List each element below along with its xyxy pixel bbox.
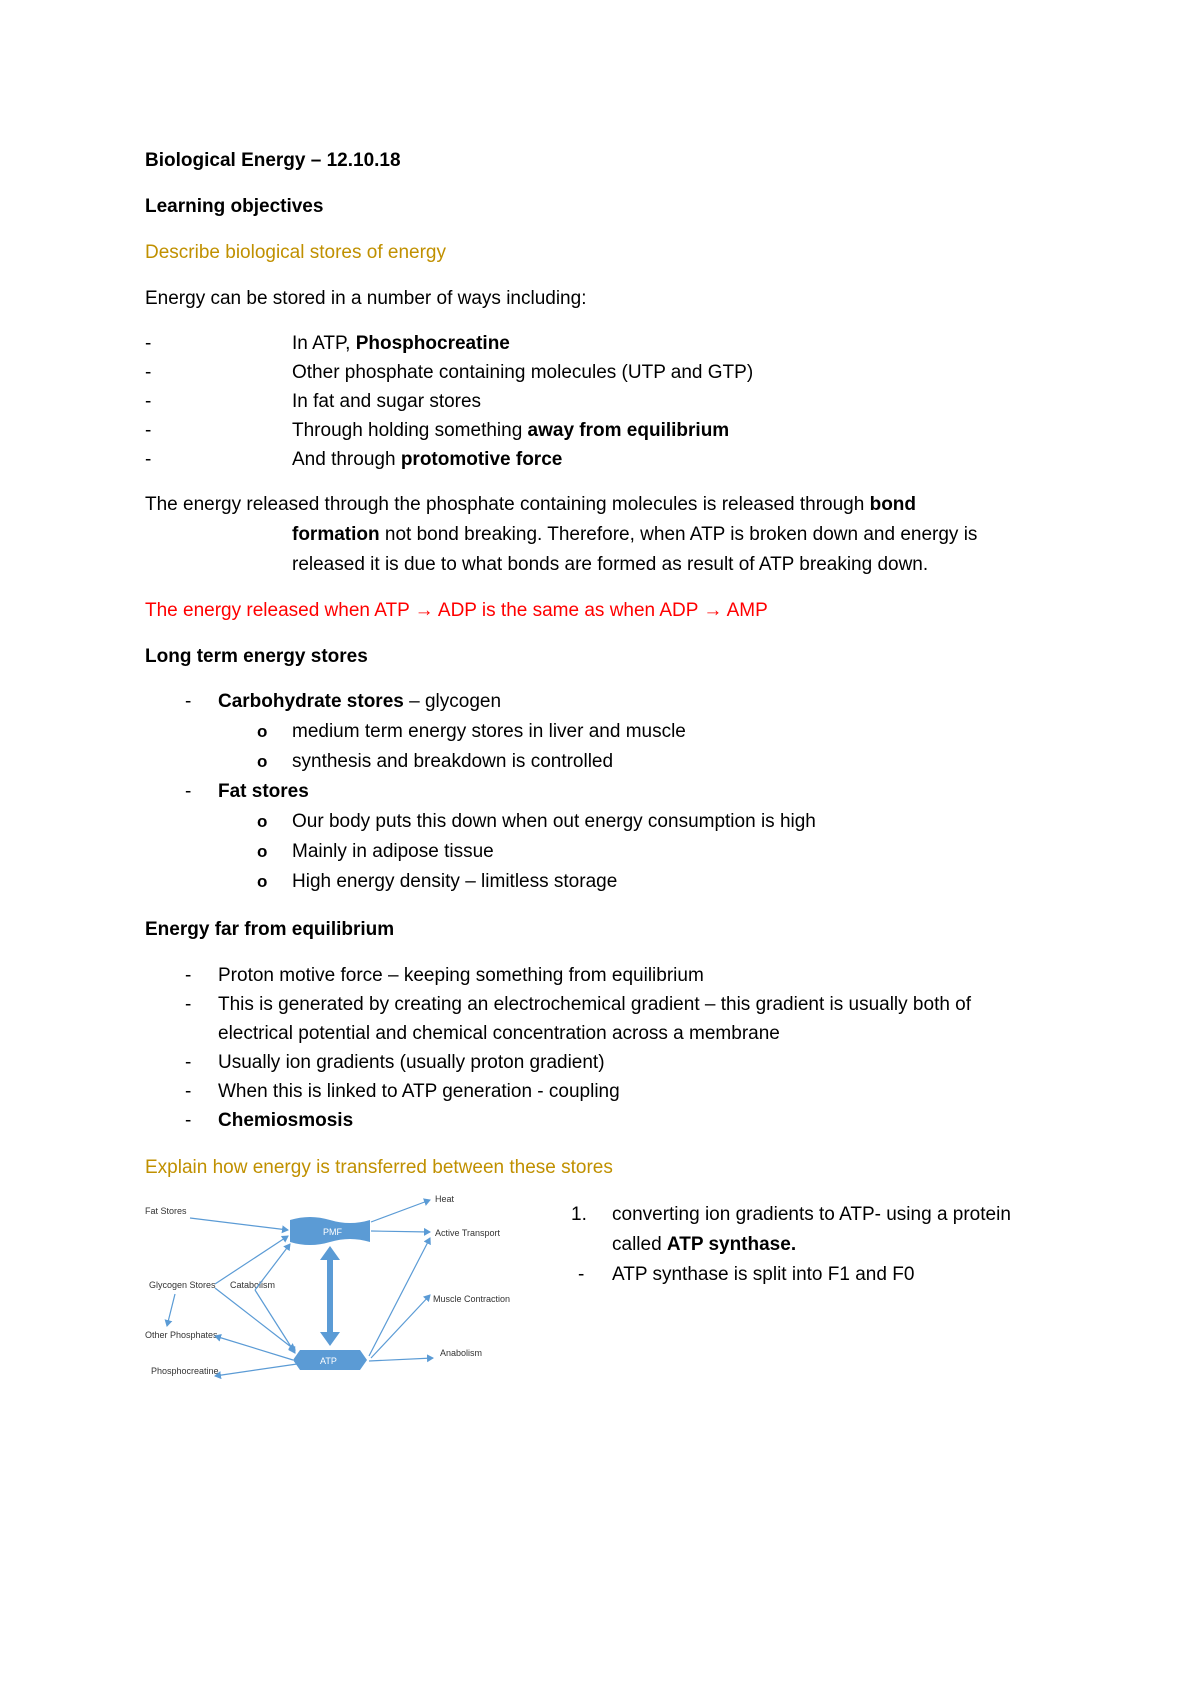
long-term-heading: Long term energy stores xyxy=(145,646,368,667)
muscle-contraction-label: Muscle Contraction xyxy=(433,1294,511,1304)
store-item xyxy=(292,420,729,442)
learning-objectives-heading: Learning objectives xyxy=(145,196,324,217)
arrow xyxy=(215,1236,288,1284)
eq-item: Chemiosmosis xyxy=(218,1110,354,1131)
arrow xyxy=(167,1294,175,1326)
dash: - xyxy=(145,420,152,441)
dash: - xyxy=(185,1081,192,1102)
bullet: o xyxy=(257,722,268,741)
bond-line-3: released it is due to what bonds are formed as result of ATP breaking down. xyxy=(292,554,929,575)
energy-transfer-diagram xyxy=(145,1190,530,1390)
eq-item: Usually ion gradients (usually proton gradient) xyxy=(218,1052,605,1073)
list-number: 1. xyxy=(571,1204,587,1225)
dash: - xyxy=(185,781,192,802)
arrow xyxy=(371,1295,430,1358)
dash: - xyxy=(145,449,152,470)
store-text: Other phosphate containing molecules (UTP and GTP) xyxy=(292,362,754,383)
store-text: In ATP, xyxy=(292,333,356,354)
dash: - xyxy=(185,1110,192,1131)
carb-item: Carbohydrate stores – glycogen xyxy=(218,691,502,712)
objective-2: Explain how energy is transferred between these stores xyxy=(145,1157,613,1178)
bullet: o xyxy=(257,812,268,831)
numbered-line-2: called ATP synthase. xyxy=(612,1234,797,1255)
carb-sub: synthesis and breakdown is controlled xyxy=(292,751,614,772)
bond-line-2: formation not bond breaking. Therefore, when ATP is broken down and energy is xyxy=(292,524,978,545)
fat-sub: Our body puts this down when out energy consumption is high xyxy=(292,811,816,832)
arrow-head-up xyxy=(320,1246,340,1260)
anabolism-label: Anabolism xyxy=(440,1348,483,1358)
arrow-head-down xyxy=(320,1332,340,1346)
store-item xyxy=(292,449,562,471)
numbered-line-1: converting ion gradients to ATP- using a protein xyxy=(612,1204,1011,1225)
dash: - xyxy=(578,1264,585,1285)
arrow xyxy=(215,1364,297,1376)
fat-sub: Mainly in adipose tissue xyxy=(292,841,494,862)
heat-label: Heat xyxy=(435,1194,455,1204)
dash: - xyxy=(185,691,192,712)
dash: - xyxy=(145,391,152,412)
dash: - xyxy=(145,362,152,383)
catabolism-label: Catabolism xyxy=(230,1280,276,1290)
fat-item: Fat stores xyxy=(218,781,309,802)
store-bold: protomotive force xyxy=(400,449,563,470)
other-phosphates-label: Other Phosphates xyxy=(145,1330,218,1340)
arrow xyxy=(371,1200,430,1222)
store-item xyxy=(292,362,753,384)
active-transport-label: Active Transport xyxy=(435,1228,501,1238)
arrow xyxy=(369,1358,433,1361)
glycogen-stores-label: Glycogen Stores xyxy=(149,1280,216,1290)
eq-item: When this is linked to ATP generation - coupling xyxy=(218,1081,620,1102)
bond-line-1: The energy released through the phosphate containing molecules is released through bond xyxy=(145,494,917,515)
dash: - xyxy=(185,1052,192,1073)
atp-label: ATP xyxy=(320,1356,337,1366)
equilibrium-heading: Energy far from equilibrium xyxy=(145,919,395,940)
bullet: o xyxy=(257,872,268,891)
store-item xyxy=(292,391,481,413)
store-text: In fat and sugar stores xyxy=(292,391,482,412)
eq-item: This is generated by creating an electrochemical gradient – this gradient is usually both of xyxy=(218,994,972,1015)
objective-1: Describe biological stores of energy xyxy=(145,242,446,263)
pmf-label: PMF xyxy=(323,1227,342,1237)
page-title: Biological Energy – 12.10.18 xyxy=(145,150,401,171)
eq-item: Proton motive force – keeping something from equilibrium xyxy=(218,965,704,986)
arrow xyxy=(215,1288,295,1350)
fat-stores-label: Fat Stores xyxy=(145,1206,187,1216)
dash: - xyxy=(185,965,192,986)
arrow xyxy=(190,1218,288,1230)
store-text: And through xyxy=(292,449,401,470)
red-note: The energy released when ATP → ADP is the same as when ADP → AMP xyxy=(145,600,768,621)
eq-item-cont: electrical potential and chemical concentration across a membrane xyxy=(218,1023,780,1044)
store-bold: Phosphocreatine xyxy=(355,333,510,354)
intro-text: Energy can be stored in a number of ways including: xyxy=(145,288,587,309)
arrow xyxy=(369,1238,430,1356)
carb-sub: medium term energy stores in liver and muscle xyxy=(292,721,686,742)
bullet: o xyxy=(257,842,268,861)
arrow xyxy=(255,1290,295,1353)
dash: - xyxy=(145,333,152,354)
store-text: Through holding something xyxy=(292,420,528,441)
numbered-dash-item: ATP synthase is split into F1 and F0 xyxy=(612,1264,915,1285)
arrow xyxy=(371,1231,430,1232)
fat-sub: High energy density – limitless storage xyxy=(292,871,618,892)
dash: - xyxy=(185,994,192,1015)
phosphocreatine-label: Phosphocreatine xyxy=(151,1366,219,1376)
store-bold: away from equilibrium xyxy=(527,420,730,441)
store-item xyxy=(292,333,510,355)
bullet: o xyxy=(257,752,268,771)
